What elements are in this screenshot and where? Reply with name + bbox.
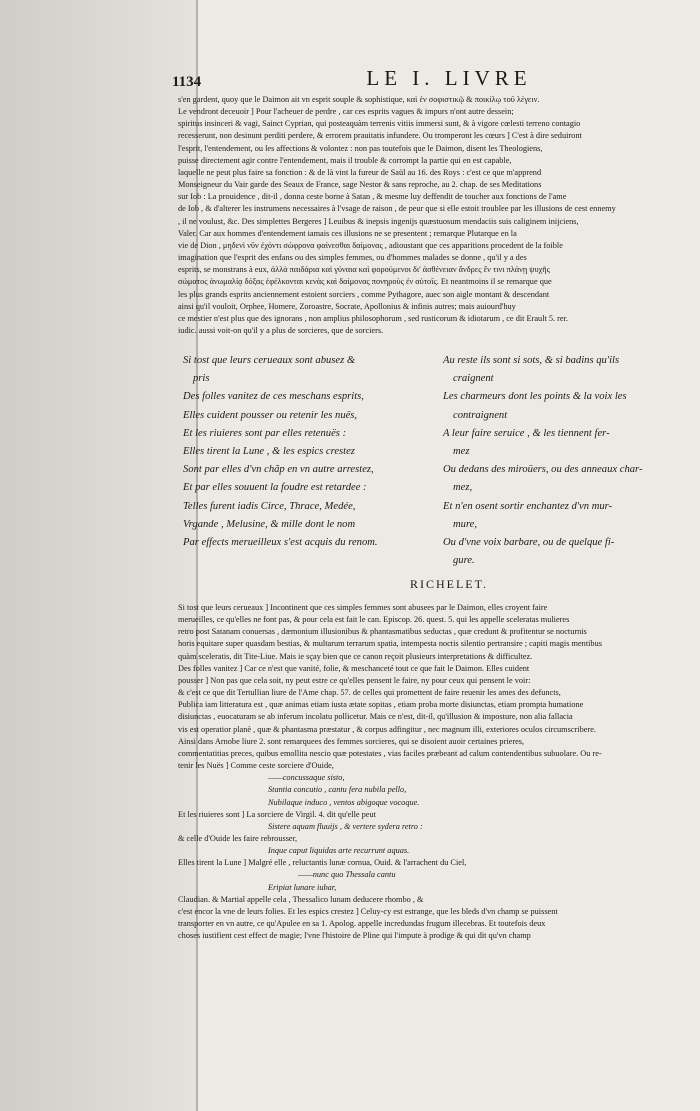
poem-line: A leur faire seruice , & les tiennent fer- xyxy=(443,427,610,439)
latin-verse: ——concussaque sisto, xyxy=(268,773,345,783)
latin-verse: Nubilaque induco , ventos abigoque vocoque. xyxy=(268,797,420,807)
poem-line: mez, xyxy=(453,482,473,494)
commentary-line: merueilles, ce qu'elles ne font pas, & pour cela est fait le can. Episcop. 26. quest. 5. qui les appelle sceleratas mulieres xyxy=(178,615,570,625)
commentary-line: ainsi qu'il vouloit, Orphee, Homere, Zoroastre, Socrate, Apollonius & infinis autres; mais auiourd'huy xyxy=(178,301,516,311)
commentary-line: pousser ] Non pas que cela soit, ny peut estre ce qu'elles pensent le faire, ny pour ceux qui pensent le voir: xyxy=(178,675,531,685)
commentary-line: l'esprit, l'entendement, ou les affections & volontez : non pas toutefois que le Daimon, disent les Theologiens, xyxy=(178,143,543,153)
page-number: 1134 xyxy=(172,74,202,90)
latin-verse: Stantia concutio , cantu fera nubila pello, xyxy=(268,785,407,795)
poem-line: Et n'en osent sortir enchantez d'vn mur- xyxy=(443,500,613,512)
commentary-line: , il ne voulust, &c. Des simplettes Bergeres ] Leuibus & inepsis ingenijs quæstuosum mendaciis suis caliginem inijciens, xyxy=(178,216,579,226)
poem-line: Vrgande , Melusine, & mille dont le nom xyxy=(183,518,356,530)
commentary-line: iudic. aussi voit-on qu'il y a plus de sorcieres, que de sorciers. xyxy=(178,325,384,335)
commentary-line: Elles tirent la Lune ] Malgré elle , reluctantis lunæ cornua, Ouid. & l'arrachent du Ciel, xyxy=(178,858,467,868)
commentary-line: & celle d'Ouide les faire rebrousser, xyxy=(178,833,298,843)
running-head: LE I. LIVRE xyxy=(366,66,532,90)
poem-line: Ou d'vne voix barbare, ou de quelque fi- xyxy=(443,537,615,549)
commentary-line: s'en gardent, quoy que le Daimon ait vn esprit souple & sophistique, καὶ ἐν σοφιστικῷ & ποικίλῳ τοῦ λέγειν. xyxy=(178,95,540,104)
poem-right-column xyxy=(443,352,679,570)
latin-verse: Inque caput liquidas arte recurrunt aquas. xyxy=(268,846,410,856)
poem-line: Par effects merueilleux s'est acquis du renom. xyxy=(183,537,378,549)
commentary-line: σώματος ἀνωμαλίᾳ δόξας ἐφέλκονται κενὰς καὶ δαίμονας πονηροὺς ἐν αὑτοῖς. Et neantmoins il se remarque que xyxy=(178,277,552,287)
poem-line: Telles furent iadis Circe, Thrace, Medée, xyxy=(183,500,356,512)
poem-line: Les charmeurs dont les points & la voix les xyxy=(443,391,627,403)
latin-verse: Eripiat lunare iubar, xyxy=(268,882,337,892)
poem-line: Et les riuieres sont par elles retenuës : xyxy=(183,427,347,439)
commentary-line: retro post Satanam conuersas , dæmonium illusionibus & phantasmatibus seductas , quæ credunt & profitentur se nocturnis xyxy=(178,627,587,637)
commentary-line: de Iob , & d'alterer les instrumens necessaires à l'vsage de raison , de peur que si elle estoit troublee par les illusions de cest ennemy xyxy=(178,204,616,214)
commentary-line: Claudian. & Martial appelle cela , Thessalico lunam deducere rhombo , & xyxy=(178,894,424,904)
poem-line: Sont par elles d'vn chãp en vn autre arrestez, xyxy=(183,464,374,476)
commentary-top xyxy=(178,94,668,337)
book-page xyxy=(172,0,700,1111)
poem-line: contraignent xyxy=(453,409,508,421)
latin-verse: Sistere aquam fluuijs , & vertere sydera retro : xyxy=(268,821,423,831)
commentary-line: Le vendront deceuoir ] Pour l'acheuer de perdre , car ces esprits vagues & impurs n'ont autre dessein; xyxy=(178,107,514,117)
commentary-line: tenir les Nuës ] Comme ceste sorciere d'Ouide, xyxy=(178,761,334,771)
poem-line: Elles tirent la Lune , & les espics crestez xyxy=(183,446,355,458)
commentary-line: Des folles vanitez ] Car ce n'est que vanité, folie, & meschanceté tout ce que fait le Daimon. Elles cuident xyxy=(178,663,530,673)
commentary-line: vis est operatior planè , quæ & phantasma præstatur , & corpus adfingitur , nec magnum illi, exteriores oculos circumscribere. xyxy=(178,724,596,734)
commentary-line: sur Iob : La prouidence , dit-il , donna ceste borne à Satan , & mesme luy deffendit de toucher aux fonctions de l'ame xyxy=(178,192,567,202)
poem-line: Si tost que leurs cerueaux sont abusez & xyxy=(183,355,356,366)
poem-line: mure, xyxy=(453,518,478,530)
commentary-line: les plus grands esprits anciennement estoient sorciers , comme Pythagore, auec son aigle montant & descendant xyxy=(178,289,550,299)
poem-left-column xyxy=(183,352,419,552)
commentary-line: c'est encor la vne de leurs folies. Et les espics crestez ] Celuy-cy est estrange, que les bleds d'vn champ se puissent xyxy=(178,906,558,916)
commentary-line: imagination que l'esprit des enfans ou des simples femmes, ou d'hommes malades se donne , qu'il y a des xyxy=(178,253,527,263)
commentary-line: Si tost que leurs cerueaux ] Incontinent que ces simples femmes sont abusees par le Daimon, elles croyent faire xyxy=(178,603,548,612)
poem-line: Des folles vanitez de ces meschans esprits, xyxy=(183,391,364,403)
commentary-line: laquelle ne peut plus faire sa fonction : & de là vint la fureur de Saül au 16. des Roys : c'est ce que m'apprend xyxy=(178,167,542,177)
commentary-line: disiunctas , euocaturam se ab inferum incolatu pollicetur. Mais ce n'est, dit-il, qu'illusion & imposture, non alia fallacia xyxy=(178,712,573,722)
commentary-line: Et les riuieres sont ] La sorciere de Virgil. 4. dit qu'elle peut xyxy=(178,809,376,819)
poem-line: Au reste ils sont si sots, & si badins qu'ils xyxy=(443,355,620,366)
commentary-line: & c'est ce que dit Tertullian liure de l'Ame chap. 57. de celles qui promettent de faire reuenir les ames des defuncts, xyxy=(178,688,561,698)
page-header xyxy=(172,66,700,96)
commentary-line: recesserunt, non desinunt perditi perdere, & errorem prauitatis infundere. Ou tromperont les cœurs ] C'est à dire seduiront xyxy=(178,131,582,141)
commentary-line: quàm sceleratis, dit Tite-Liue. Mais ie sçay bien que ce canon reçoit plusieurs interpretations & difficultez. xyxy=(178,651,533,661)
commentary-line: spiritus insinceri & vagi, Sainct Cyprian, qui posteaquàm terrenis vitiis immersi sunt, & à vigore cœlesti terreno contagio xyxy=(178,119,581,129)
commentary-line: Valer. Car aux hommes d'entendement iamais ces illusions ne se presentent ; remarque Plutarque en la xyxy=(178,228,517,238)
poem-line: mez xyxy=(453,446,470,458)
section-title: RICHELET. xyxy=(409,577,489,591)
poem-line: craignent xyxy=(453,373,494,385)
commentary-line: esprits, se monstrans à eux, ἀλλὰ παιδάρια καὶ γύναια καὶ φορούμενοι δι' ἀσθένειαν ἄνδρες ἔν τινι πλάνῃ ψυχῆς xyxy=(178,265,550,275)
commentary-line: Ainsi dans Arnobe liure 2. sont remarquees des femmes sorcieres, qui se disoient auoir certaines prieres, xyxy=(178,736,525,746)
poem-line: gure. xyxy=(453,555,475,567)
commentary-line: ce mestier n'est plus que des ignorans , non amplius philosophorum , sed rusticorum & idiotarum , ce dit Erault 5. rer. xyxy=(178,313,568,323)
commentary-line: Monseigneur du Vair garde des Seaux de France, sage Nestor & sans reproche, au 2. chap. de ses Meditations xyxy=(178,180,542,190)
left-page-margin xyxy=(0,0,196,1111)
commentary-line: commentatitias preces, quibus emollita nescio quæ potestates , vias faciles præbeant ad calum contendentibus subuolare. Ou re- xyxy=(178,748,602,758)
commentary-line: transporter en vn autre, ce qu'Apulee en sa 1. Apolog. appelle incredundas frugum illecebras. Et toutefois deux xyxy=(178,919,546,929)
poem-line: pris xyxy=(193,373,210,385)
commentary-bottom xyxy=(178,602,668,942)
commentary-line: choses iustifient cest effect de magie; l'vne l'histoire de Pline qui l'impute à prodige & qui dit qu'vn champ xyxy=(178,931,531,941)
poem-line: Ou dedans des miroüers, ou des anneaux char- xyxy=(443,464,643,476)
commentary-line: horis equitare super quasdam bestias, & multarum terrarum spatia, intempesta noctis silentio pertransire ; capiti magis mentibus xyxy=(178,639,602,649)
poem-line: Elles cuident pousser ou retenir les nuës, xyxy=(183,409,358,421)
commentary-line: puisse directement agir contre l'entendement, mais il trouble & corrompt la partie qui en est capable, xyxy=(178,155,512,165)
commentary-line: Publica iam litteratura est , quæ animas etiam iusta ætate sopitas , etiam proba morte disiunctas, etiam prompta humatione xyxy=(178,700,584,710)
commentary-line: vie de Dion , μηδενὶ νῦν ἐχόντι σώφρονα φαίνεσθαι δαίμονας , adioustant que ces apparitions procedent de la foible xyxy=(178,240,563,250)
poem-line: Et par elles souuent la foudre est retardee : xyxy=(183,482,367,494)
latin-verse: ——nunc quo Thessala cantu xyxy=(298,870,396,880)
